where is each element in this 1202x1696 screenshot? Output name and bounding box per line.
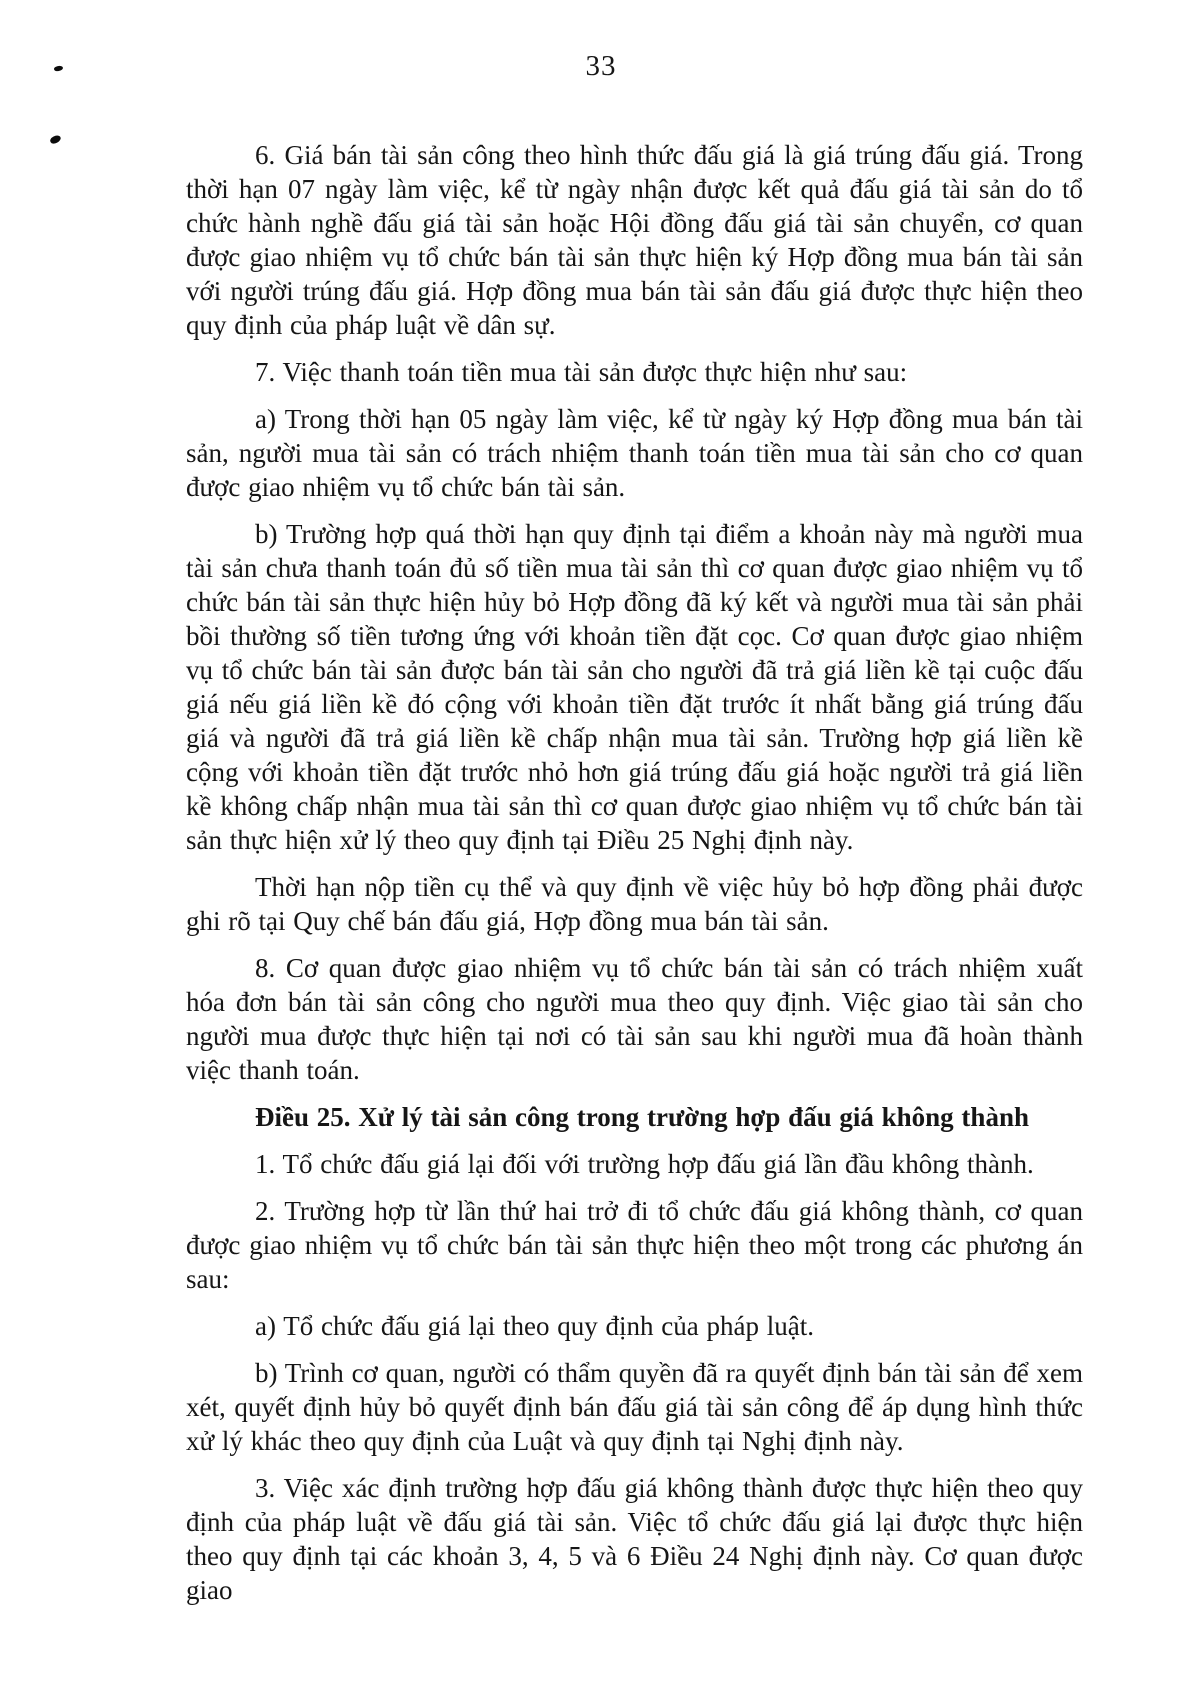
paragraph-clause-25-2a: a) Tổ chức đấu giá lại theo quy định của pháp luật. xyxy=(255,1311,814,1341)
paragraph-clause-6: 6. Giá bán tài sản công theo hình thức đấu giá là giá trúng đấu giá. Trong thời hạn 07 ngày làm việc, kể từ ngày nhận được kết quả đấu giá tài sản do tổ chức hành nghề đấu giá tài sản hoặc Hội đồng đấu giá tài sản chuyển, cơ quan được giao nhiệm vụ tổ chức bán tài sản thực hiện ký Hợp đồng mua bán tài sản với người trúng đấu giá. Hợp đồng mua bán tài sản đấu giá được thực hiện theo quy định của pháp luật về dân sự. xyxy=(186,140,1083,340)
paragraph-clause-7a: a) Trong thời hạn 05 ngày làm việc, kể từ ngày ký Hợp đồng mua bán tài sản, người mua tài sản có trách nhiệm thanh toán tiền mua tài sản cho cơ quan được giao nhiệm vụ tổ chức bán tài sản. xyxy=(186,404,1083,502)
article-25-heading: Điều 25. Xử lý tài sản công trong trường hợp đấu giá không thành xyxy=(255,1102,1029,1132)
document-body xyxy=(186,138,1083,1607)
scan-speck-icon xyxy=(49,134,62,145)
paragraph-clause-25-3: 3. Việc xác định trường hợp đấu giá không thành được thực hiện theo quy định của pháp luật về đấu giá tài sản. Việc tổ chức đấu giá lại được thực hiện theo quy định tại các khoản 3, 4, 5 và 6 Điều 24 Nghị định này. Cơ quan được giao xyxy=(186,1473,1083,1605)
paragraph-clause-25-2: 2. Trường hợp từ lần thứ hai trở đi tổ chức đấu giá không thành, cơ quan được giao nhiệm vụ tổ chức bán tài sản thực hiện theo một trong các phương án sau: xyxy=(186,1196,1083,1294)
paragraph-clause-7b: b) Trường hợp quá thời hạn quy định tại điểm a khoản này mà người mua tài sản chưa thanh toán đủ số tiền mua tài sản thì cơ quan được giao nhiệm vụ tổ chức bán tài sản thực hiện hủy bỏ Hợp đồng đã ký kết và người mua tài sản phải bồi thường số tiền tương ứng với khoản tiền đặt cọc. Cơ quan được giao nhiệm vụ tổ chức bán tài sản được bán tài sản cho người đã trả giá liền kề tại cuộc đấu giá nếu giá liền kề đó cộng với khoản tiền đặt trước ít nhất bằng giá trúng đấu giá và người đã trả giá liền kề chấp nhận mua tài sản. Trường hợp giá liền kề cộng với khoản tiền đặt trước nhỏ hơn giá trúng đấu giá hoặc người trả giá liền kề không chấp nhận mua tài sản thì cơ quan được giao nhiệm vụ tổ chức bán tài sản thực hiện xử lý theo quy định tại Điều 25 Nghị định này. xyxy=(186,519,1083,855)
paragraph-clause-25-2b: b) Trình cơ quan, người có thẩm quyền đã ra quyết định bán tài sản để xem xét, quyết định hủy bỏ quyết định bán đấu giá tài sản công để áp dụng hình thức xử lý khác theo quy định của Luật và quy định tại Nghị định này. xyxy=(186,1358,1083,1456)
paragraph-clause-8: 8. Cơ quan được giao nhiệm vụ tổ chức bán tài sản có trách nhiệm xuất hóa đơn bán tài sản công cho người mua theo quy định. Việc giao tài sản cho người mua được thực hiện tại nơi có tài sản sau khi người mua đã hoàn thành việc thanh toán. xyxy=(186,953,1083,1085)
page-number: 33 xyxy=(585,50,617,82)
paragraph-clause-25-1: 1. Tổ chức đấu giá lại đối với trường hợp đấu giá lần đầu không thành. xyxy=(255,1149,1034,1179)
paragraph-clause-7: 7. Việc thanh toán tiền mua tài sản được thực hiện như sau: xyxy=(255,357,908,387)
paragraph-clause-7-note: Thời hạn nộp tiền cụ thể và quy định về việc hủy bỏ hợp đồng phải được ghi rõ tại Quy chế bán đấu giá, Hợp đồng mua bán tài sản. xyxy=(186,872,1083,936)
